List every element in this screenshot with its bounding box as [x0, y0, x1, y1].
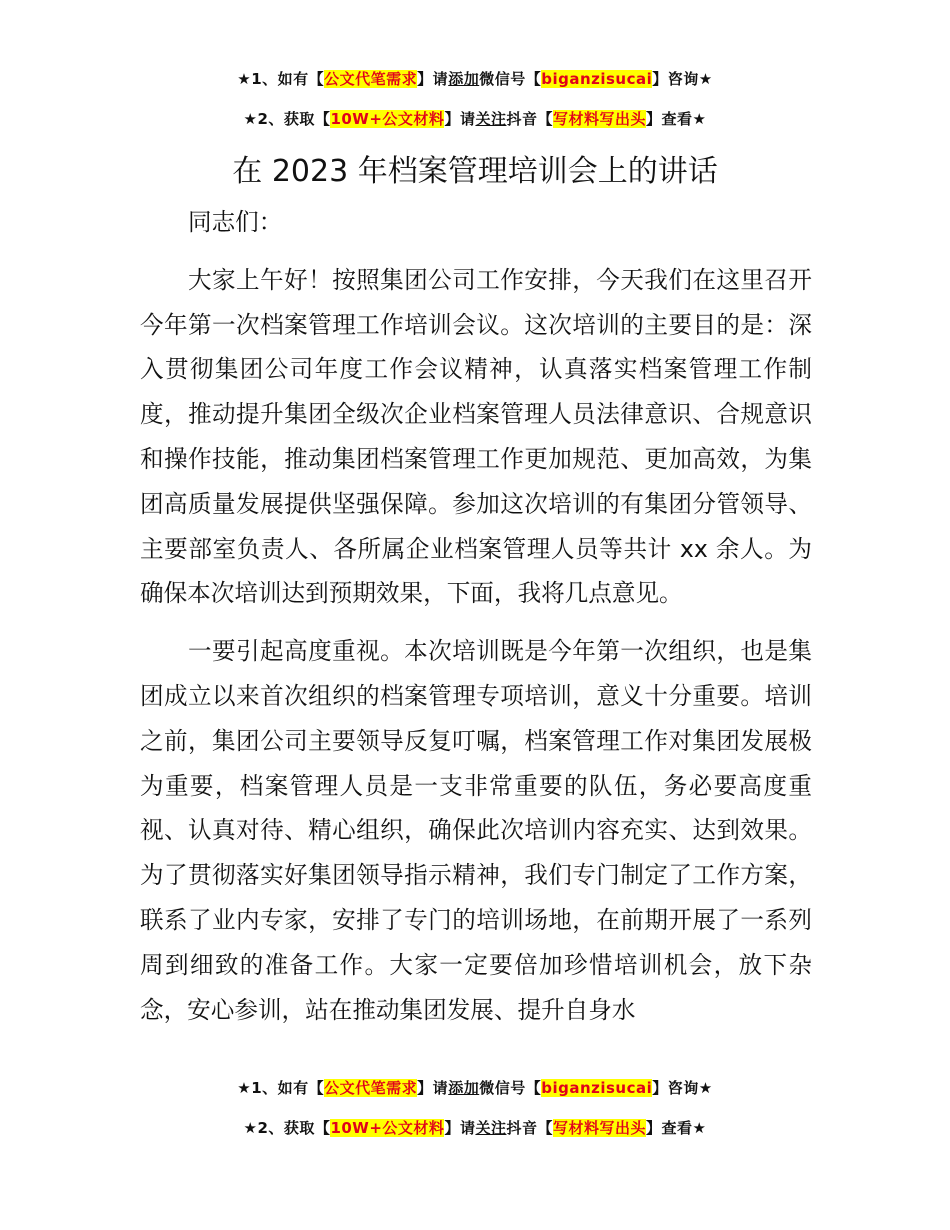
banner-text: ★2、获取【	[243, 110, 331, 128]
paragraph-1: 大家上午好！按照集团公司工作安排，今天我们在这里召开今年第一次档案管理工作培训会议。这次培训的主要目的是：深入贯彻集团公司年度工作会议精神，认真落实档案管理工作制度，推动提升集团全级次企业档案管理人员法律意识、合规意识和操作技能，推动集团档案管理工作更加规范、更加高效，为集团高质量发展提供坚强保障。参加这次培训的有集团分管领导、主要部室负责人、各所属企业档案管理人员等共计 xx 余人。为确保本次培训达到预期效果，下面，我将几点意见。	[140, 265, 812, 608]
banner-text: 】咨询★	[652, 1079, 713, 1097]
banner-text: 】请	[444, 110, 476, 128]
banner-bottom-line-2	[0, 1117, 950, 1138]
banner-douyin-id: 写材料写出头	[552, 1119, 646, 1137]
banner-underlined: 关注	[475, 110, 507, 128]
banner-text: 】请	[417, 1079, 449, 1097]
banner-text: 微信号【	[479, 70, 542, 88]
banner-text: 】咨询★	[652, 70, 713, 88]
banner-top-line-1	[0, 68, 950, 89]
paragraph-2: 一要引起高度重视。本次培训既是今年第一次组织，也是集团成立以来首次组织的档案管理专项培训，意义十分重要。培训之前，集团公司主要领导反复叮嘱，档案管理工作对集团发展极为重要，档案管理人员是一支非常重要的队伍，务必要高度重视、认真对待、精心组织，确保此次培训内容充实、达到效果。为了贯彻落实好集团领导指示精神，我们专门制定了工作方案，联系了业内专家，安排了专门的培训场地，在前期开展了一系列周到细致的准备工作。大家一定要倍加珍惜培训机会，放下杂念，安心参训，站在推动集团发展、提升自身水	[140, 637, 812, 1024]
banner-underlined: 添加	[448, 70, 480, 88]
banner-underlined: 关注	[475, 1119, 507, 1137]
banner-text: 】查看★	[646, 110, 707, 128]
banner-text: 】请	[417, 70, 449, 88]
salutation: 同志们：	[188, 208, 283, 236]
banner-top-line-2	[0, 108, 950, 129]
banner-highlight: 10W+公文材料	[330, 1119, 445, 1137]
banner-wechat-id: biganzisucai	[541, 1079, 653, 1097]
banner-underlined: 添加	[448, 1079, 480, 1097]
banner-text: 】查看★	[646, 1119, 707, 1137]
banner-text: 微信号【	[479, 1079, 542, 1097]
banner-text: ★1、如有【	[237, 70, 325, 88]
banner-wechat-id: biganzisucai	[541, 70, 653, 88]
document-body	[140, 200, 812, 1045]
banner-douyin-id: 写材料写出头	[552, 110, 646, 128]
banner-highlight: 10W+公文材料	[330, 110, 445, 128]
banner-text: 】请	[444, 1119, 476, 1137]
banner-highlight: 公文代笔需求	[324, 70, 418, 88]
banner-text: ★1、如有【	[237, 1079, 325, 1097]
banner-text: 抖音【	[506, 1119, 553, 1137]
document-title: 在 2023 年档案管理培训会上的讲话	[232, 154, 718, 189]
banner-text: ★2、获取【	[243, 1119, 331, 1137]
banner-highlight: 公文代笔需求	[324, 1079, 418, 1097]
banner-text: 抖音【	[506, 110, 553, 128]
banner-bottom-line-1	[0, 1077, 950, 1098]
